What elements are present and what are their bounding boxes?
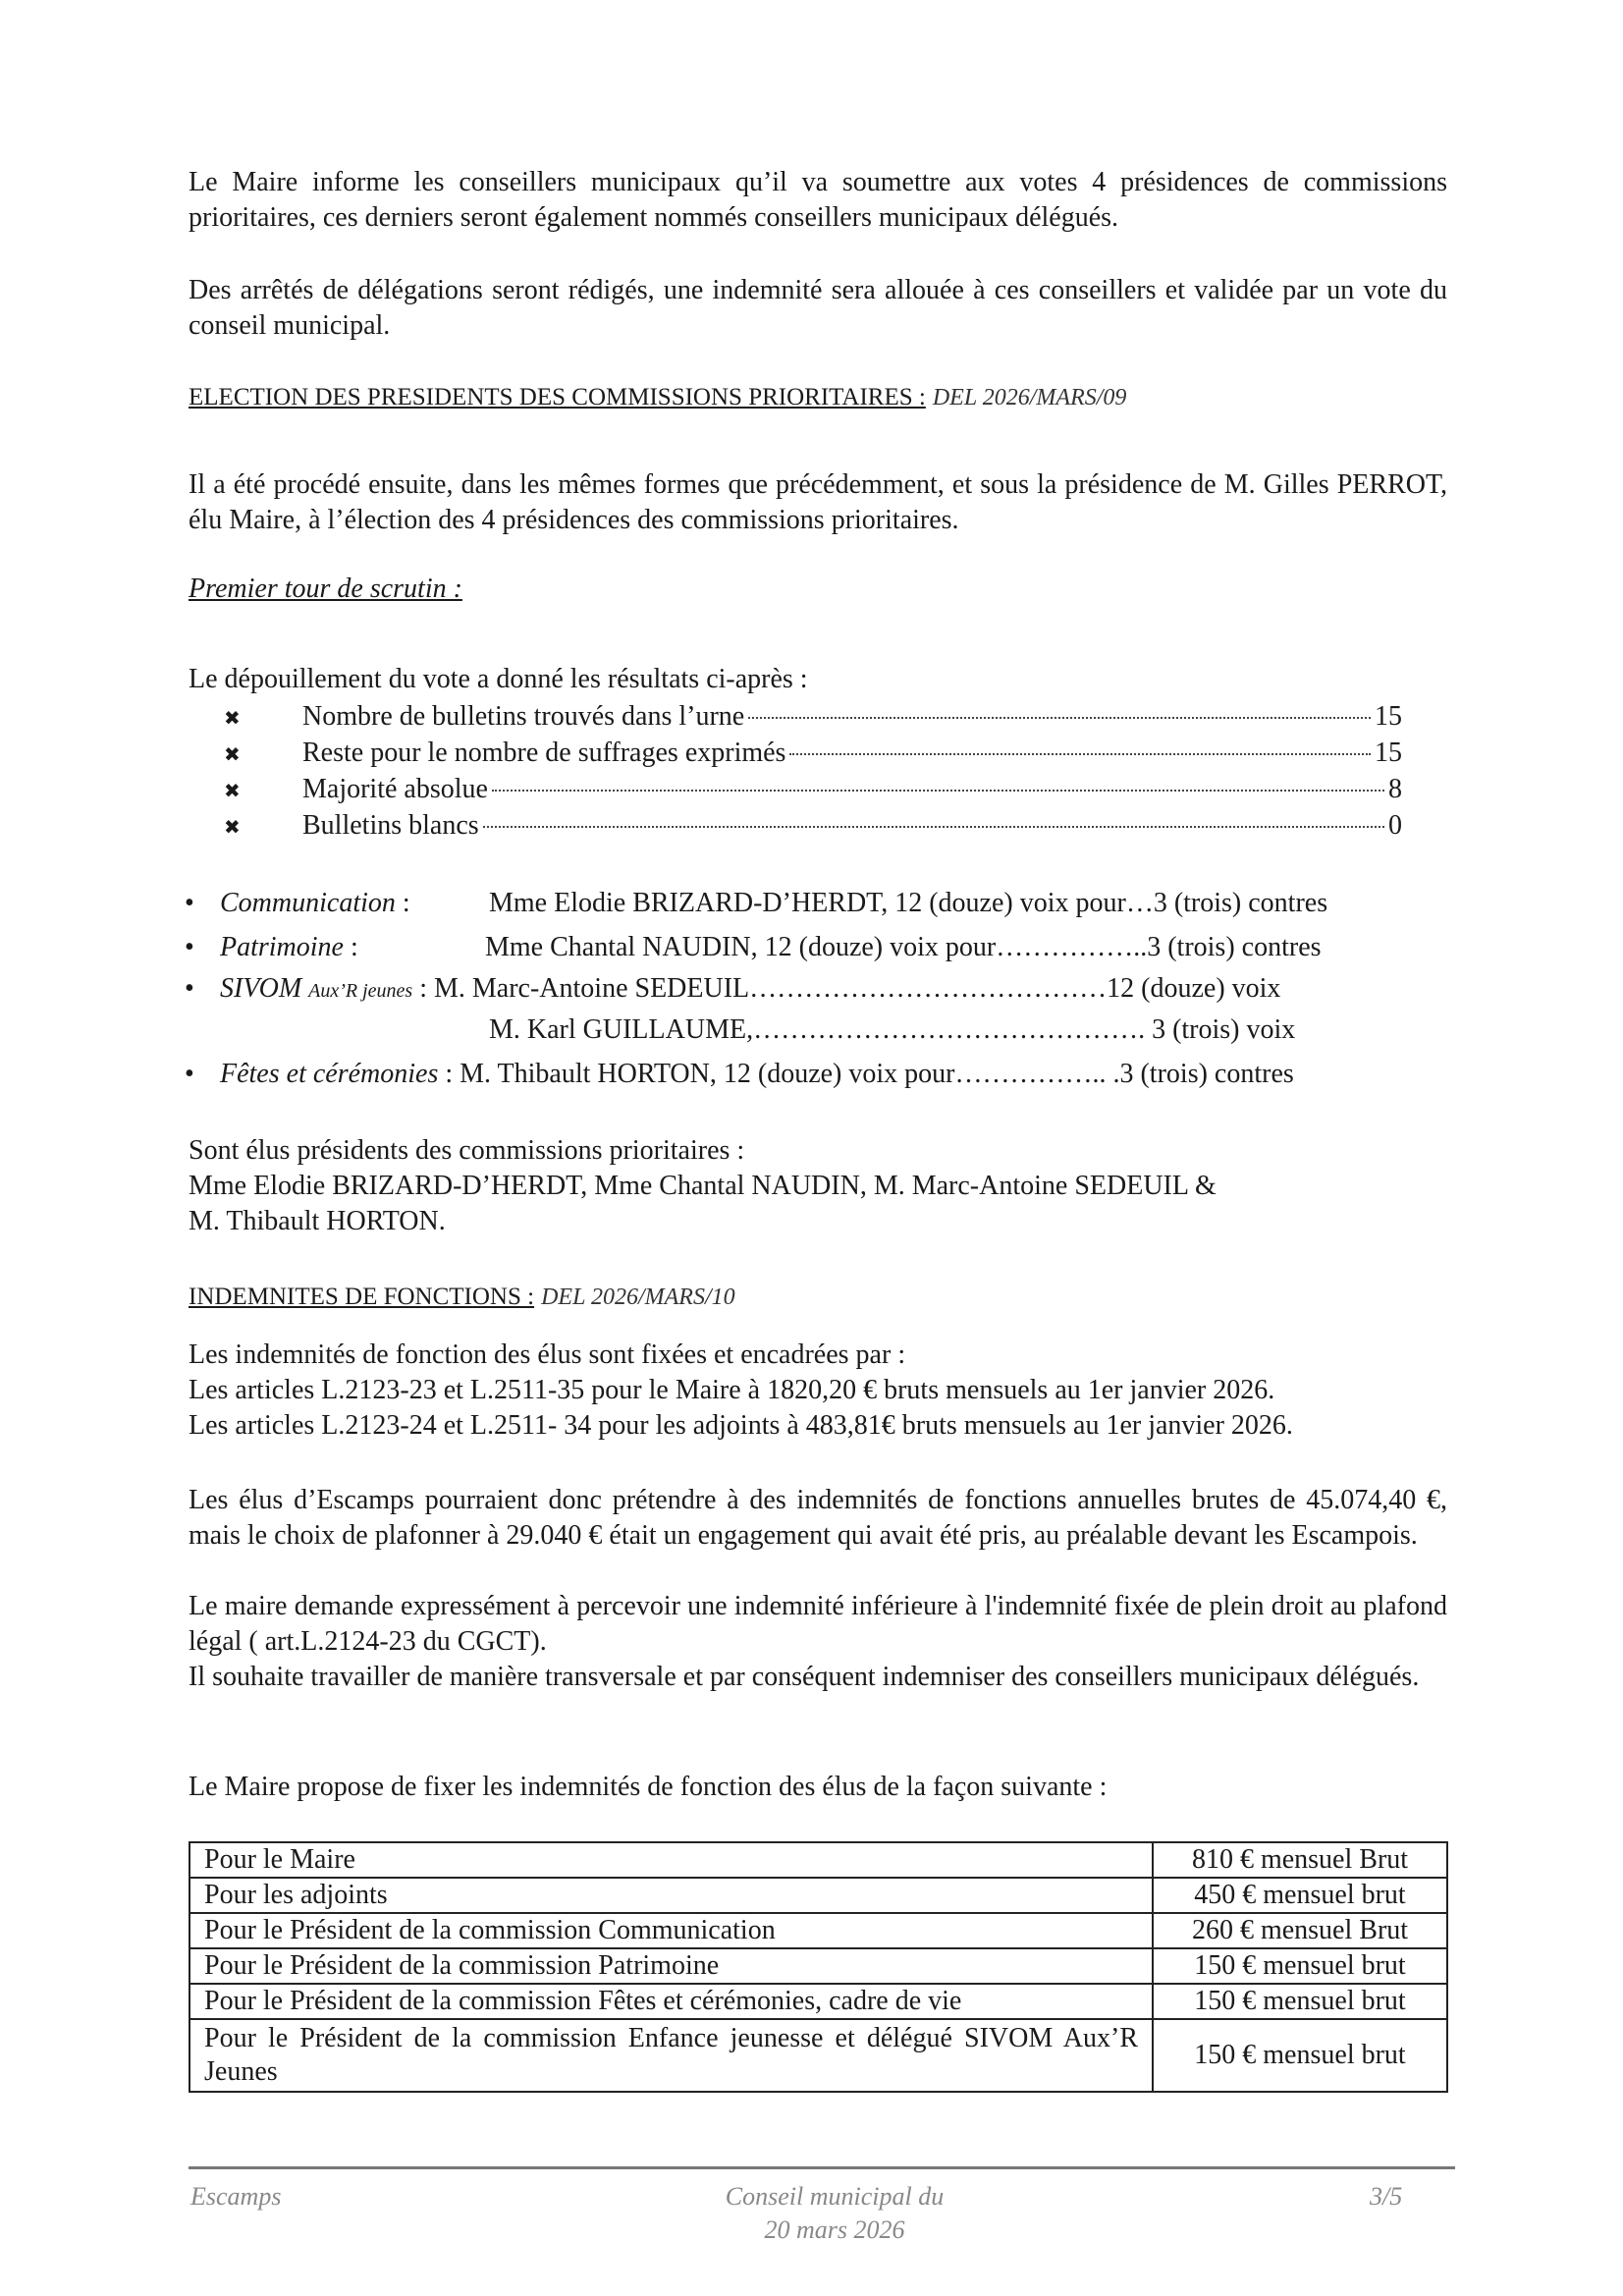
- table-cell-amount: 150 € mensuel brut: [1153, 2019, 1447, 2092]
- intro-paragraph-2: Des arrêtés de délégations seront rédigés, une indemnité sera allouée à ces conseillers et validée par un vote du conseil municipal.: [189, 275, 1447, 341]
- commission-subname: Aux’R jeunes: [308, 980, 413, 1002]
- bullet-icon: •: [185, 888, 194, 918]
- vote-item: [185, 930, 1443, 965]
- table-cell-amount: 810 € mensuel Brut: [1153, 1842, 1447, 1878]
- footer-meeting-date: 20 mars 2026: [764, 2215, 905, 2244]
- colon: :: [344, 932, 358, 962]
- table-cell-role: Pour les adjoints: [189, 1878, 1153, 1913]
- vote-text: Mme Chantal NAUDIN, 12 (douze) voix pour……………..3 (trois) contres: [485, 932, 1322, 962]
- indemnites-paragraph: Les élus d’Escamps pourraient donc prétendre à des indemnités de fonctions annuelles brutes de 45.074,40 €, mais le choix de plafonner à 29.040 € était un engagement qui avait été pris, au préalable devant les Escampois.: [189, 1485, 1447, 1551]
- table-row: [189, 2019, 1447, 2092]
- result-value: 15: [1375, 738, 1402, 768]
- result-label: Majorité absolue: [302, 774, 488, 804]
- footer-meeting: [609, 2180, 1060, 2247]
- table-cell-amount: 150 € mensuel brut: [1153, 1984, 1447, 2019]
- bullet-icon: •: [185, 1059, 194, 1089]
- deliberation-ref: DEL 2026/MARS/09: [932, 385, 1127, 410]
- vote-item: [185, 1057, 1443, 1092]
- table-cell-role: Pour le Président de la commission Enfance jeunesse et délégué SIVOM Aux’R Jeunes: [189, 2019, 1153, 2092]
- cross-icon: ✖: [224, 781, 241, 802]
- footer-meeting-title: Conseil municipal du: [725, 2182, 945, 2211]
- elected-summary: [189, 1133, 1447, 1239]
- result-label: Nombre de bulletins trouvés dans l’urne: [302, 701, 745, 732]
- cross-icon: ✖: [224, 744, 241, 766]
- table-row: [189, 1948, 1447, 1984]
- election-paragraph: Il a été procédé ensuite, dans les mêmes formes que précédemment, et sous la présidence de M. Gilles PERROT, élu Maire, à l’élection des 4 présidences des commissions prioritaires.: [189, 469, 1447, 535]
- transversal-paragraph: Il souhaite travailler de manière transversale et par conséquent indemniser des conseillers municipaux délégués.: [189, 1662, 1420, 1692]
- table-row: [189, 1913, 1447, 1948]
- section-heading-election: [189, 379, 1447, 415]
- table-row: [189, 1984, 1447, 2019]
- table-cell-role: Pour le Président de la commission Communication: [189, 1913, 1153, 1948]
- cross-icon: ✖: [224, 817, 241, 839]
- maire-request-paragraph: Le maire demande expressément à percevoir une indemnité inférieure à l'indemnité fixée de plein droit au plafond légal ( art.L.2124-23 du CGCT).: [189, 1591, 1447, 1657]
- colon: :: [395, 888, 410, 918]
- commission-name: Fêtes et cérémonies: [220, 1059, 439, 1089]
- result-value: 15: [1375, 701, 1402, 732]
- vote-text: M. Thibault HORTON, 12 (douze) voix pour…………….. .3 (trois) contres: [460, 1059, 1294, 1089]
- results-list: [224, 699, 1402, 847]
- result-label: Bulletins blancs: [302, 810, 479, 841]
- vote-text: Mme Elodie BRIZARD-D’HERDT, 12 (douze) voix pour…3 (trois) contres: [489, 888, 1328, 918]
- table-cell-amount: 450 € mensuel brut: [1153, 1878, 1447, 1913]
- results-intro: Le dépouillement du vote a donné les résultats ci-après :: [189, 664, 808, 694]
- legal-intro: Les indemnités de fonction des élus sont fixées et encadrées par :: [189, 1339, 906, 1370]
- round-heading: [189, 572, 1447, 607]
- table-row: [189, 1842, 1447, 1878]
- result-item: [224, 699, 1402, 737]
- result-item: [224, 736, 1402, 773]
- result-item: [224, 772, 1402, 809]
- vote-item: [185, 886, 1443, 921]
- footer-commune: Escamps: [190, 2182, 282, 2211]
- vote-item-second-candidate: M. Karl GUILLAUME,……………………………………. 3 (trois) voix: [489, 1014, 1296, 1045]
- commission-name: Patrimoine: [220, 932, 344, 962]
- round-heading-text: Premier tour de scrutin :: [189, 574, 462, 604]
- legal-article-adjoints: Les articles L.2123-24 et L.2511- 34 pour les adjoints à 483,81€ bruts mensuels au 1er janvier 2026.: [189, 1410, 1293, 1441]
- table-cell-role: Pour le Président de la commission Fêtes et cérémonies, cadre de vie: [189, 1984, 1153, 2019]
- result-item: [224, 808, 1402, 846]
- indemnites-legal-basis: [189, 1338, 1447, 1444]
- table-row: [189, 1878, 1447, 1913]
- table-cell-role: Pour le Président de la commission Patrimoine: [189, 1948, 1153, 1984]
- colon: :: [412, 973, 427, 1004]
- bullet-icon: •: [185, 932, 194, 962]
- commission-name: SIVOM: [220, 973, 302, 1004]
- legal-article-maire: Les articles L.2123-23 et L.2511-35 pour le Maire à 1820,20 € bruts mensuels au 1er janvier 2026.: [189, 1375, 1275, 1405]
- deliberation-ref: DEL 2026/MARS/10: [541, 1285, 735, 1310]
- heading-text: ELECTION DES PRESIDENTS DES COMMISSIONS PRIORITAIRES :: [189, 384, 926, 410]
- cross-icon: ✖: [224, 708, 241, 730]
- section-heading-indemnites: [189, 1279, 1447, 1315]
- intro-paragraph-1: Le Maire informe les conseillers municipaux qu’il va soumettre aux votes 4 présidences de commissions prioritaires, ces derniers seront également nommés conseillers municipaux délégués.: [189, 167, 1447, 233]
- vote-item: [185, 971, 1443, 1009]
- proposal-intro: Le Maire propose de fixer les indemnités de fonction des élus de la façon suivante :: [189, 1772, 1108, 1802]
- footer-divider: [189, 2166, 1455, 2169]
- page-number: 3/5: [1370, 2182, 1403, 2211]
- commission-name: Communication: [220, 888, 396, 918]
- votes-list: [185, 886, 1443, 1089]
- result-label: Reste pour le nombre de suffrages exprimés: [302, 738, 786, 768]
- colon: :: [438, 1059, 454, 1089]
- vote-text: M. Marc-Antoine SEDEUIL…………………………………12 (douze) voix: [434, 973, 1281, 1004]
- table-cell-amount: 150 € mensuel brut: [1153, 1948, 1447, 1984]
- table-cell-role: Pour le Maire: [189, 1842, 1153, 1878]
- indemnites-table: [189, 1841, 1448, 2093]
- bullet-icon: •: [185, 973, 194, 1004]
- elected-names: M. Thibault HORTON.: [189, 1206, 446, 1236]
- elected-names: Mme Elodie BRIZARD-D’HERDT, Mme Chantal NAUDIN, M. Marc-Antoine SEDEUIL &: [189, 1171, 1217, 1201]
- result-value: 8: [1388, 774, 1402, 804]
- heading-text: INDEMNITES DE FONCTIONS :: [189, 1284, 535, 1310]
- elected-intro: Sont élus présidents des commissions prioritaires :: [189, 1135, 745, 1166]
- result-value: 0: [1388, 810, 1402, 841]
- table-cell-amount: 260 € mensuel Brut: [1153, 1913, 1447, 1948]
